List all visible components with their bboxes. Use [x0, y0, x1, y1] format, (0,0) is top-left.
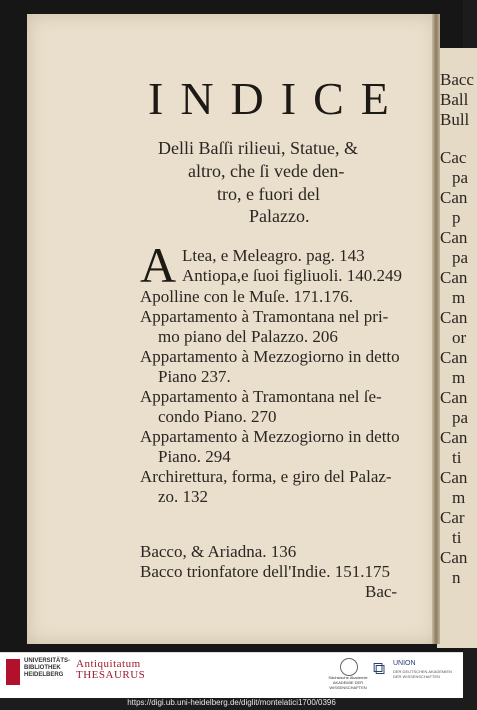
- union-logo-icon[interactable]: ⧉: [373, 659, 386, 678]
- index-entry: Appartamento à Mezzogiorno in detto: [140, 347, 400, 366]
- right-page-fragment: pa: [452, 168, 469, 187]
- index-entry: Piano 237.: [158, 367, 231, 386]
- subtitle-line-4: Palazzo.: [249, 206, 310, 226]
- academy-crest-icon[interactable]: [340, 658, 358, 676]
- right-page-fragment: m: [452, 368, 466, 387]
- right-page-fragment: Can: [440, 428, 468, 447]
- right-page-fragment: Can: [440, 348, 468, 367]
- subtitle-line-1: Delli Baſſi rilieui, Statue, &: [158, 138, 358, 158]
- right-page-fragment: ti: [452, 528, 462, 547]
- index-entry: Piano. 294: [158, 447, 231, 466]
- right-page-fragment: pa: [452, 248, 469, 267]
- index-entry: Appartamento à Tramontana nel pri-: [140, 307, 389, 326]
- index-entry: Bacco, & Ariadna. 136: [140, 542, 297, 561]
- right-page-fragment: p: [452, 208, 461, 227]
- right-page-fragment: Can: [440, 268, 468, 287]
- right-page-fragment: Can: [440, 188, 468, 207]
- right-page-fragment: m: [452, 488, 466, 507]
- union-logo-subtitle[interactable]: DER DEUTSCHEN AKADEMIEN DER WISSENSCHAFTEN: [393, 669, 452, 679]
- book-gutter: [432, 14, 440, 644]
- drop-cap-initial: A: [140, 237, 177, 293]
- right-page-fragment: pa: [452, 408, 469, 427]
- right-page-fragment: Car: [440, 508, 465, 527]
- page-title: INDICE: [148, 73, 406, 124]
- right-page-fragment: ti: [452, 448, 462, 467]
- index-entry: Ltea, e Meleagro. pag. 143: [182, 246, 365, 265]
- subtitle-line-2: altro, che ſi vede den-: [188, 161, 345, 181]
- antiquitatum-thesaurus-logo[interactable]: Antiquitatum THESAURUS: [76, 658, 146, 681]
- right-page-fragment: Bacc: [440, 70, 474, 89]
- right-page-fragment: Can: [440, 388, 468, 407]
- right-page-fragment: Can: [440, 228, 468, 247]
- footer-bar: [0, 652, 463, 698]
- index-entry: Appartamento à Tramontana nel ſe-: [140, 387, 382, 406]
- right-page-fragment: Bull: [440, 110, 470, 129]
- union-logo-title[interactable]: UNION: [393, 660, 416, 667]
- subtitle-line-3: tro, e fuori del: [217, 184, 320, 204]
- right-page-fragment: Can: [440, 308, 468, 327]
- right-page-fragment: Can: [440, 548, 468, 567]
- index-entry: Bacco trionfatore dell'Indie. 151.175: [140, 562, 390, 581]
- index-entry: Appartamento à Mezzogiorno in detto: [140, 427, 400, 446]
- university-library-logo-text[interactable]: UNIVERSITÄTS- BIBLIOTHEK HEIDELBERG: [24, 658, 71, 678]
- page-url[interactable]: https://digi.ub.uni-heidelberg.de/diglit/montelatici1700/0396: [127, 698, 336, 707]
- index-entry: mo piano del Palazzo. 206: [158, 327, 338, 346]
- index-entry: Antiopa,e ſuoi figliuoli. 140.249: [182, 266, 403, 285]
- right-page-fragment: Cac: [440, 148, 467, 167]
- index-entry: condo Piano. 270: [158, 407, 277, 426]
- index-entry: zo. 132: [158, 487, 209, 506]
- index-entry: Apolline con le Muſe. 171.176.: [140, 287, 353, 306]
- index-entry: Bac-: [365, 582, 398, 601]
- right-page-fragment: Can: [440, 468, 468, 487]
- academy-logo-text[interactable]: Sächsische Akademie AKADEMIE DER WISSENSCHAFTEN: [328, 675, 368, 690]
- right-page-fragment: Ball: [440, 90, 469, 109]
- index-entry: Archirettura, forma, e giro del Palaz-: [140, 467, 392, 486]
- right-page-fragment: m: [452, 288, 466, 307]
- right-page-fragment: or: [452, 328, 467, 347]
- right-page-fragment: n: [452, 568, 461, 587]
- university-library-logo-icon[interactable]: [6, 659, 20, 685]
